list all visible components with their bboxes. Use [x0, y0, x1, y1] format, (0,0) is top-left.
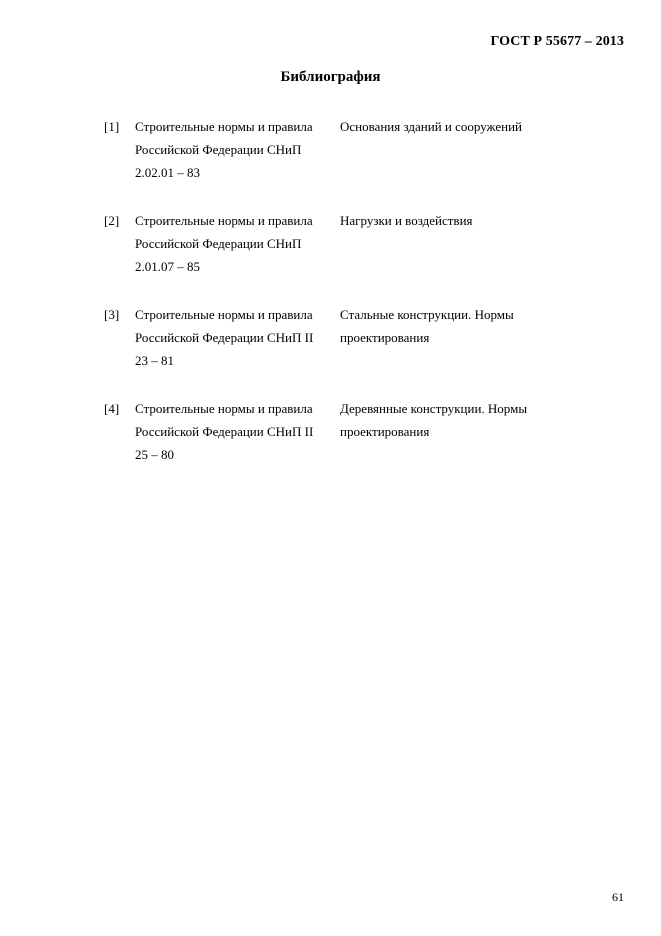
bibliography-entry	[104, 115, 624, 184]
entry-source	[135, 209, 340, 278]
entry-source-line: Строительные нормы и правила	[135, 401, 313, 416]
entry-source-line: Российской Федерации СНиП	[135, 236, 302, 251]
entry-title-line: Стальные конструкции. Нормы	[340, 307, 514, 322]
entry-number: [4]	[104, 401, 120, 416]
entry-title-line: Нагрузки и воздействия	[340, 213, 473, 228]
entry-title	[340, 303, 624, 372]
entry-number: [3]	[104, 307, 120, 322]
bibliography-list	[104, 115, 624, 491]
bibliography-entry	[104, 303, 624, 372]
entry-title	[340, 209, 624, 278]
entry-source-line: Российской Федерации СНиП	[135, 142, 302, 157]
page-title: Библиография	[280, 69, 381, 85]
entry-source	[135, 115, 340, 184]
page-number: 61	[612, 890, 624, 904]
entry-title-line: проектирования	[340, 424, 430, 439]
entry-source-line: Строительные нормы и правила	[135, 307, 313, 322]
entry-source-line: Строительные нормы и правила	[135, 119, 313, 134]
entry-source-line: 2.01.07 – 85	[135, 259, 200, 274]
entry-title-line: проектирования	[340, 330, 430, 345]
entry-title-line: Основания зданий и сооружений	[340, 119, 522, 134]
entry-source	[135, 397, 340, 466]
entry-source-line: Российской Федерации СНиП II	[135, 424, 314, 439]
entry-title-line: Деревянные конструкции. Нормы	[340, 401, 528, 416]
entry-source-line: 23 – 81	[135, 353, 174, 368]
entry-title	[340, 115, 624, 184]
entry-source	[135, 303, 340, 372]
entry-source-line: Строительные нормы и правила	[135, 213, 313, 228]
entry-source-line: 2.02.01 – 83	[135, 165, 200, 180]
entry-source-line: 25 – 80	[135, 447, 174, 462]
entry-number: [2]	[104, 213, 120, 228]
entry-title	[340, 397, 624, 466]
entry-source-line: Российской Федерации СНиП II	[135, 330, 314, 345]
bibliography-entry	[104, 209, 624, 278]
document-code: ГОСТ Р 55677 – 2013	[490, 34, 624, 49]
bibliography-entry	[104, 397, 624, 466]
entry-number: [1]	[104, 119, 120, 134]
